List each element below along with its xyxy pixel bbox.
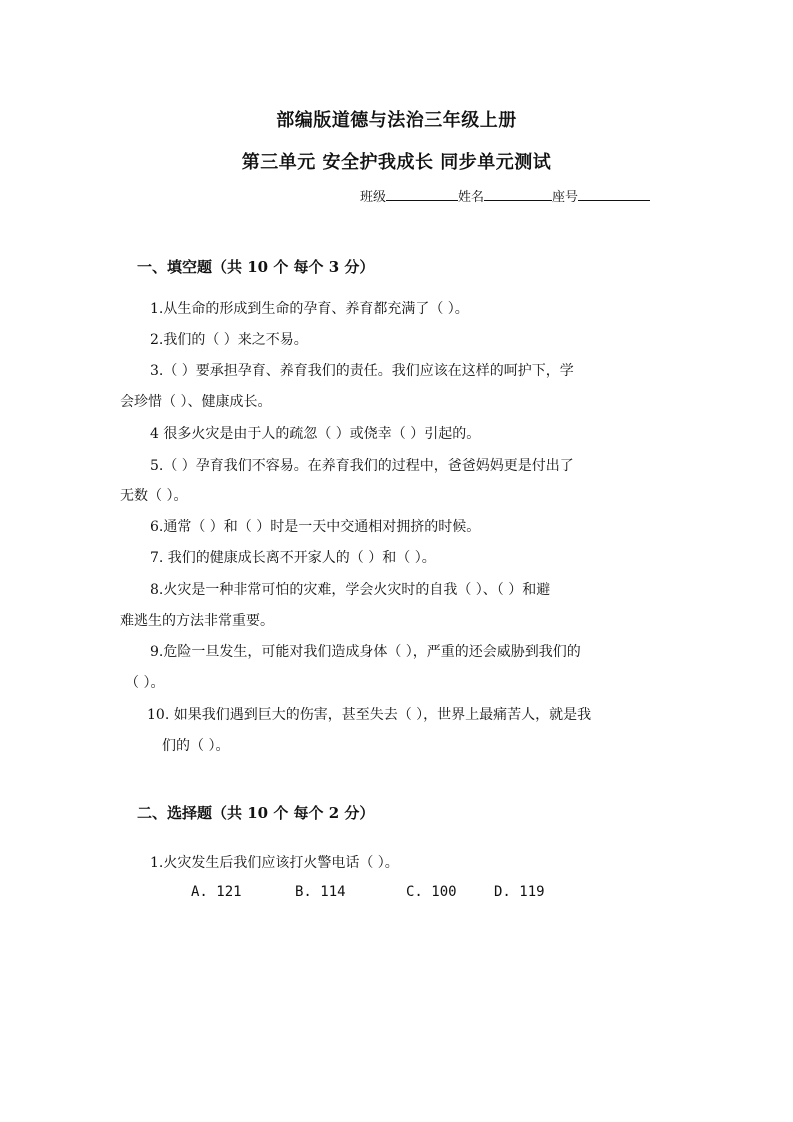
question-line: 9.危险一旦发生，可能对我们造成身体（ ），严重的还会威胁到我们的 xyxy=(150,644,581,660)
option-b: B. 114 xyxy=(295,884,346,900)
name-blank[interactable] xyxy=(484,186,552,201)
question-line: 6.通常（ ）和（ ）时是一天中交通相对拥挤的时候。 xyxy=(150,519,481,535)
choice-question: 1.火灾发生后我们应该打火警电话（ ）。 xyxy=(150,855,399,871)
question-line: 4 很多火灾是由于人的疏忽（ ）或侥幸（ ）引起的。 xyxy=(150,426,481,442)
section-heading-multiple-choice: 二、选择题（共 10 个 每个 2 分） xyxy=(137,804,375,822)
question-line: 难逃生的方法非常重要。 xyxy=(120,613,274,629)
question-line: 2.我们的（ ）来之不易。 xyxy=(150,332,308,348)
question-line: 们的（ ）。 xyxy=(162,738,230,754)
question-line: 1.从生命的形成到生命的孕育、养育都充满了（ ）。 xyxy=(150,301,469,317)
option-c: C. 100 xyxy=(406,884,457,900)
question-line: 会珍惜（ ）、健康成长。 xyxy=(120,394,272,410)
question-line: （ ）。 xyxy=(125,675,165,691)
seat-label: 座号 xyxy=(552,190,579,205)
question-line: 10. 如果我们遇到巨大的伤害，甚至失去（ ），世界上最痛苦人，就是我 xyxy=(147,707,592,723)
section-heading-fill-in: 一、填空题（共 10 个 每个 3 分） xyxy=(137,258,375,276)
question-line: 5.（ ）孕育我们不容易。在养育我们的过程中，爸爸妈妈更是付出了 xyxy=(150,458,574,474)
student-info-line xyxy=(360,186,650,205)
name-label: 姓名 xyxy=(458,190,485,205)
question-line: 3.（ ）要承担孕育、养育我们的责任。我们应该在这样的呵护下，学 xyxy=(150,363,574,379)
question-line: 7. 我们的健康成长离不开家人的（ ）和（ ）。 xyxy=(150,550,436,566)
document-title: 部编版道德与法治三年级上册 xyxy=(276,110,517,131)
option-a: A. 121 xyxy=(191,884,242,900)
seat-blank[interactable] xyxy=(578,186,650,201)
question-line: 8.火灾是一种非常可怕的灾难，学会火灾时的自我（ ）、（ ）和避 xyxy=(150,582,551,598)
class-blank[interactable] xyxy=(386,186,458,201)
question-line: 无数（ ）。 xyxy=(120,488,188,504)
document-subtitle: 第三单元 安全护我成长 同步单元测试 xyxy=(241,152,552,173)
class-label: 班级 xyxy=(360,190,387,205)
option-d: D. 119 xyxy=(494,884,545,900)
